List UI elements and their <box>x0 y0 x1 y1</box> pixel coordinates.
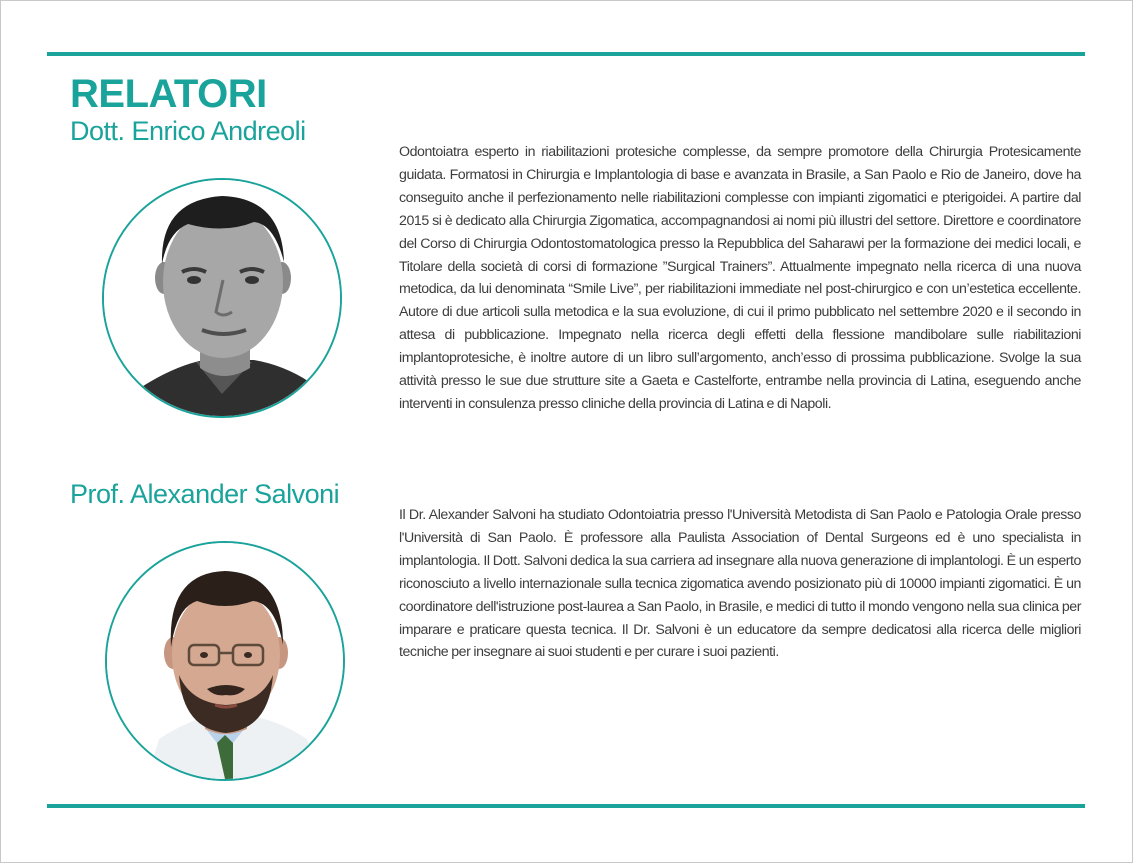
portrait-salvoni <box>105 541 345 781</box>
section-title: RELATORI <box>70 72 267 116</box>
portrait-andreoli-image <box>104 180 340 416</box>
bio-andreoli: Odontoiatra esperto in riabilitazioni protesiche complesse, da sempre promotore della Chirurgia Protesicamente guidata. Formatosi in Chirurgia e Implantologia di base e avanzata in Brasile, a San Paolo e Rio de Janeiro, dove ha conseguito anche il perfezionamento nelle riabilitazioni complesse con impianti zigomatici e pterigoidei. A partire dal 2015 si è dedicato alla Chirurgia Zigomatica, accompagnandosi ai nomi più illustri del settore. Direttore e coordinatore del Corso di Chirurgia Odontostomatologica presso la Repubblica del Saharawi per la formazione dei medici locali, e Titolare della società di corsi di formazione ”Surgical Trainers”. Attualmente impegnato nella ricerca di una nuova metodica, da lui denominata “Smile Live”, per riabilitazioni immediate nel post-chirurgico e con un’estetica eccellente. Autore di due articoli sulla metodica e la sua evoluzione, di cui il primo pubblicato nel settembre 2020 e il secondo in attesa di pubblicazione. Impegnato nella ricerca degli effetti della flessione mandibolare sulle riabilitazioni implantoprotesiche, è inoltre autore di un libro sull’argomento, anch’esso di prossima pubblicazione. Svolge la sua attività presso le sue due strutture site a Gaeta e Castelforte, entrambe nella provincia di Latina, eseguendo anche interventi in consulenza presso cliniche della provincia di Latina e di Napoli. <box>399 144 1081 412</box>
portrait-salvoni-image <box>107 543 343 779</box>
bottom-divider <box>47 804 1085 808</box>
speaker-name-salvoni: Prof. Alexander Salvoni <box>70 479 340 509</box>
speaker-name-andreoli: Dott. Enrico Andreoli <box>70 116 306 146</box>
bio-salvoni: Il Dr. Alexander Salvoni ha studiato Odontoiatria presso l'Università Metodista di San Paolo e Patologia Orale presso l'Università di San Paolo. È professore alla Paulista Association of Dental Surgeons ed è uno specialista in implantologia. Il Dott. Salvoni dedica la sua carriera ad insegnare alla nuova generazione di implantologi. È un esperto riconosciuto a livello internazionale sulla tecnica zigomatica avendo posizionato più di 10000 impianti zigomatici. È un coordinatore dell'istruzione post-laurea a San Paolo, in Brasile, e medici di tutto il mondo vengono nella sua clinica per imparare e praticare questa tecnica. Il Dr. Salvoni è un educatore da sempre dedicatosi alla ricerca delle migliori tecniche per insegnare ai suoi studenti e per curare i suoi pazienti. <box>399 507 1081 661</box>
portrait-andreoli <box>102 178 342 418</box>
top-divider <box>47 52 1085 56</box>
